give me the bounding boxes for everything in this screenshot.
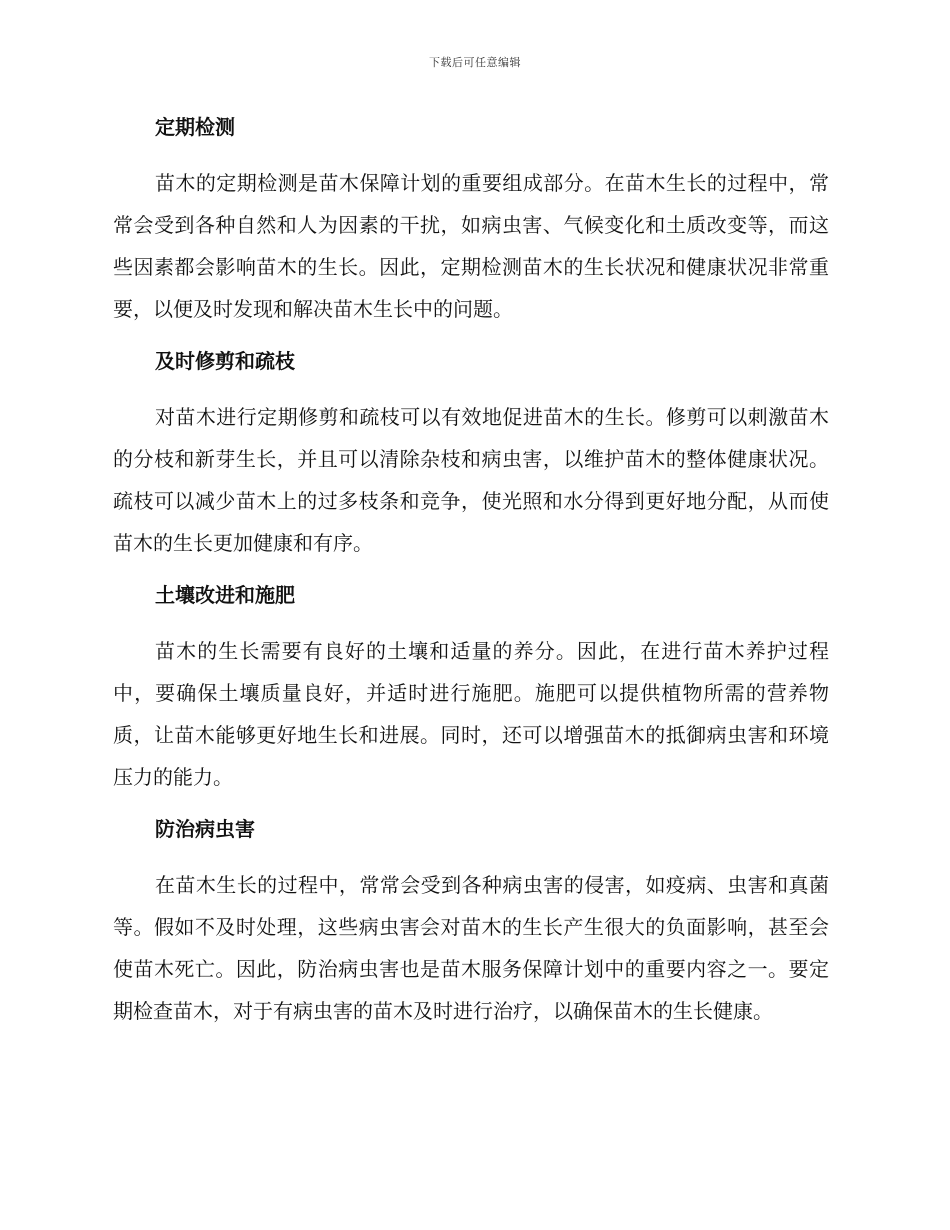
section-paragraph: 在苗木生长的过程中，常常会受到各种病虫害的侵害，如疫病、虫害和真菌等。假如不及时处理，这些病虫害会对苗木的生长产生很大的负面影响，甚至会使苗木死亡。因此，防治病虫害也是苗木服务保障计划中的重要内容之一。要定期检查苗木，对于有病虫害的苗木及时进行治疗，以确保苗木的生长健康。: [113, 873, 829, 1023]
section-paragraph: 对苗木进行定期修剪和疏枝可以有效地促进苗木的生长。修剪可以刺激苗木的分枝和新芽生长，并且可以清除杂枝和病虫害，以维护苗木的整体健康状况。疏枝可以减少苗木上的过多枝条和竞争，使光照和水分得到更好地分配，从而使苗木的生长更加健康和有序。: [113, 405, 829, 555]
section-heading: 及时修剪和疏枝: [155, 349, 295, 373]
section-heading: 定期检测: [155, 115, 235, 139]
section-soil-fertilization: [113, 580, 829, 798]
section-pest-control: [113, 814, 829, 1032]
section-paragraph: 苗木的生长需要有良好的土壤和适量的养分。因此，在进行苗木养护过程中，要确保土壤质量良好，并适时进行施肥。施肥可以提供植物所需的营养物质，让苗木能够更好地生长和进展。同时，还可以增强苗木的抵御病虫害和环境压力的能力。: [113, 639, 829, 789]
section-pruning-thinning: [113, 346, 829, 564]
section-paragraph: 苗木的定期检测是苗木保障计划的重要组成部分。在苗木生长的过程中，常常会受到各种自然和人为因素的干扰，如病虫害、气候变化和土质改变等，而这些因素都会影响苗木的生长。因此，定期检测苗木的生长状况和健康状况非常重要，以便及时发现和解决苗木生长中的问题。: [113, 171, 829, 321]
section-regular-inspection: [113, 112, 829, 330]
section-heading: 防治病虫害: [155, 817, 255, 841]
section-heading: 土壤改进和施肥: [155, 583, 295, 607]
page-header: 下载后可任意编辑: [429, 56, 521, 69]
document-body: [113, 108, 829, 1048]
